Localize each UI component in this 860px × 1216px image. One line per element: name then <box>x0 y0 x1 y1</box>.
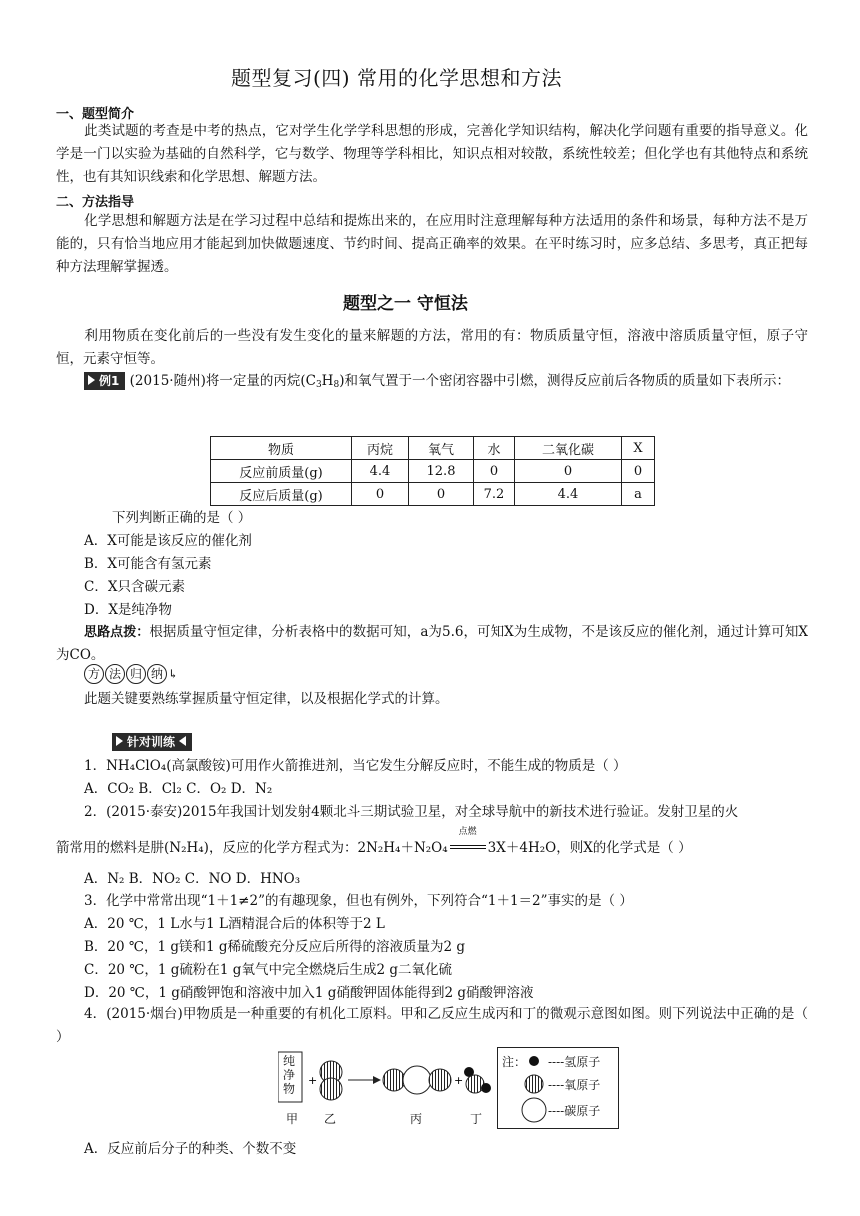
example-badge: 例1 <box>84 372 125 390</box>
method-summary-label: 方 法 归 纳 ↳ <box>84 664 178 684</box>
legend-carbon-icon <box>522 1098 546 1122</box>
table-cell: 12.8 <box>409 460 474 483</box>
table-cell: 0 <box>474 460 515 483</box>
molecule-diagram <box>278 1050 498 1130</box>
svg-text:+: + <box>454 1074 464 1087</box>
option-d: D．X是纯净物 <box>84 602 172 618</box>
question-1-options: A．CO₂ B．Cl₂ C．O₂ D．N₂ <box>84 781 273 797</box>
label-ding: 丁 <box>470 1112 483 1126</box>
question-2-options: A．N₂ B．NO₂ C．NO D．HNO₃ <box>84 871 301 887</box>
question-4: 4．(2015·烟台)甲物质是一种重要的有机化工原料。甲和乙反应生成丙和丁的微观示意图如图。则下列说法中正确的是（ ） <box>56 1006 808 1045</box>
equals-sign <box>450 845 486 849</box>
practice-badge: 针对训练 <box>112 733 192 751</box>
table-header: 丙烷 <box>352 437 409 460</box>
option-c: C．X只含碳元素 <box>84 579 185 595</box>
table-header: 物质 <box>211 437 352 460</box>
mass-table <box>210 436 655 506</box>
table-cell: 7.2 <box>474 483 515 506</box>
oxygen-atom <box>466 1075 484 1093</box>
method-char: 纳 <box>147 664 167 684</box>
legend-hydrogen: ----氢原子 <box>548 1055 601 1069</box>
legend-carbon: ----碳原子 <box>548 1104 601 1118</box>
question-3-option-c: C．20 ℃，1 g硫粉在1 g氧气中完全燃烧后生成2 g二氧化硫 <box>84 962 452 978</box>
table-row <box>211 460 655 483</box>
play-icon <box>88 375 95 385</box>
label-jia: 甲 <box>286 1112 299 1126</box>
intro-paragraph: 此类试题的考查是中考的热点，它对学生化学学科思想的形成，完善化学知识结构，解决化学问题有重要的指导意义。化学是一门以实验为基础的自然科学，它与数学、物理等学科相比，知识点相对较散，系统性较差；但化学也有其他特点和系统性，也有其知识线索和化学思想、解题方法。 <box>56 123 808 185</box>
play-icon <box>116 736 123 746</box>
question-1: 1．NH₄ClO₄(高氯酸铵)可用作火箭推进剂，当它发生分解反应时，不能生成的物质是（ ） <box>84 758 627 774</box>
oxygen-atom <box>383 1069 405 1091</box>
question-2-line-2: 箭常用的燃料是肼(N₂H₄)，反应的化学方程式为：2N₂H₄＋N₂O₄ 点燃 3X＋4H₂O，则X的化学式是（ ） <box>56 827 692 856</box>
page-title: 题型复习(四) 常用的化学思想和方法 <box>231 66 562 90</box>
section-heading-intro: 一、题型简介 <box>56 107 135 122</box>
example-question: 下列判断正确的是（ ） <box>112 510 252 526</box>
table-cell: a <box>622 483 655 506</box>
question-4-option-a: A．反应前后分子的种类、个数不变 <box>84 1141 297 1157</box>
hydrogen-atom <box>481 1083 491 1093</box>
table-cell: 4.4 <box>352 460 409 483</box>
reaction-condition: 点燃 <box>458 827 477 837</box>
table-cell: 4.4 <box>515 483 622 506</box>
table-header: X <box>622 437 655 460</box>
question-3-option-d: D．20 ℃，1 g硝酸钾饱和溶液中加入1 g硝酸钾固体能得到2 g硝酸钾溶液 <box>84 985 534 1001</box>
table-cell: 反应前质量(g) <box>211 460 352 483</box>
legend-box <box>497 1047 619 1129</box>
question-3-option-b: B．20 ℃，1 g镁和1 g稀硫酸充分反应后所得的溶液质量为2 g <box>84 939 466 955</box>
legend-title: 注： <box>502 1055 527 1069</box>
oxygen-atom <box>320 1078 342 1100</box>
option-b: B．X可能含有氢元素 <box>84 556 212 572</box>
box-text: 纯 净 物 <box>283 1054 296 1096</box>
method-char: 方 <box>84 664 104 684</box>
option-a: A．X可能是该反应的催化剂 <box>84 533 252 549</box>
subsection-title: 题型之一 守恒法 <box>343 294 468 314</box>
play-left-icon <box>179 736 186 746</box>
legend-oxygen: ----氧原子 <box>548 1078 601 1092</box>
hint-paragraph: 思路点拨：根据质量守恒定律，分析表格中的数据可知，a为5.6，可知X为生成物，不是该反应的催化剂，通过计算可知X为CO。 <box>56 624 808 663</box>
table-cell: 0 <box>409 483 474 506</box>
legend-oxygen-icon <box>525 1075 543 1093</box>
legend-hydrogen-icon <box>529 1056 539 1066</box>
oxygen-atom <box>429 1069 451 1091</box>
carbon-atom <box>403 1066 431 1094</box>
label-yi: 乙 <box>324 1112 337 1126</box>
method-char: 法 <box>105 664 125 684</box>
table-header: 二氧化碳 <box>515 437 622 460</box>
example-1: 例1 (2015·随州)将一定量的丙烷$(C_3H_8)$和氧气置于一个密闭容器中引燃，测得反应前后各物质的质量如下表所示： <box>84 370 808 397</box>
question-2-line-1: 2．(2015·泰安)2015年我国计划发射4颗北斗三期试验卫星，对全球导航中的新技术进行验证。发射卫星的火 <box>84 804 739 820</box>
table-header-row <box>211 437 655 460</box>
section-heading-method: 二、方法指导 <box>56 195 135 210</box>
table-cell: 反应后质量(g) <box>211 483 352 506</box>
table-cell: 0 <box>515 460 622 483</box>
conservation-paragraph: 利用物质在变化前后的一些没有发生变化的量来解题的方法，常用的有：物质质量守恒，溶液中溶质质量守恒，原子守恒，元素守恒等。 <box>56 328 808 367</box>
table-cell: 0 <box>622 460 655 483</box>
label-bing: 丙 <box>410 1112 423 1126</box>
question-3-option-a: A．20 ℃，1 L水与1 L酒精混合后的体积等于2 L <box>84 916 385 932</box>
svg-text:+: + <box>308 1074 318 1087</box>
table-cell: 0 <box>352 483 409 506</box>
table-header: 氧气 <box>409 437 474 460</box>
table-row <box>211 483 655 506</box>
method-char: 归 <box>126 664 146 684</box>
method-summary-text: 此题关键要熟练掌握质量守恒定律，以及根据化学式的计算。 <box>84 691 449 707</box>
table-header: 水 <box>474 437 515 460</box>
method-paragraph: 化学思想和解题方法是在学习过程中总结和提炼出来的，在应用时注意理解每种方法适用的条件和场景，每种方法不是万能的，只有恰当地应用才能起到加快做题速度、节约时间、提高正确率的效果。在平时练习时，应多总结、多思考，真正把每种方法理解掌握透。 <box>56 213 808 275</box>
question-3: 3．化学中常常出现“1＋1≠2”的有趣现象，但也有例外，下列符合“1＋1＝2”事实的是（ ） <box>84 893 633 909</box>
